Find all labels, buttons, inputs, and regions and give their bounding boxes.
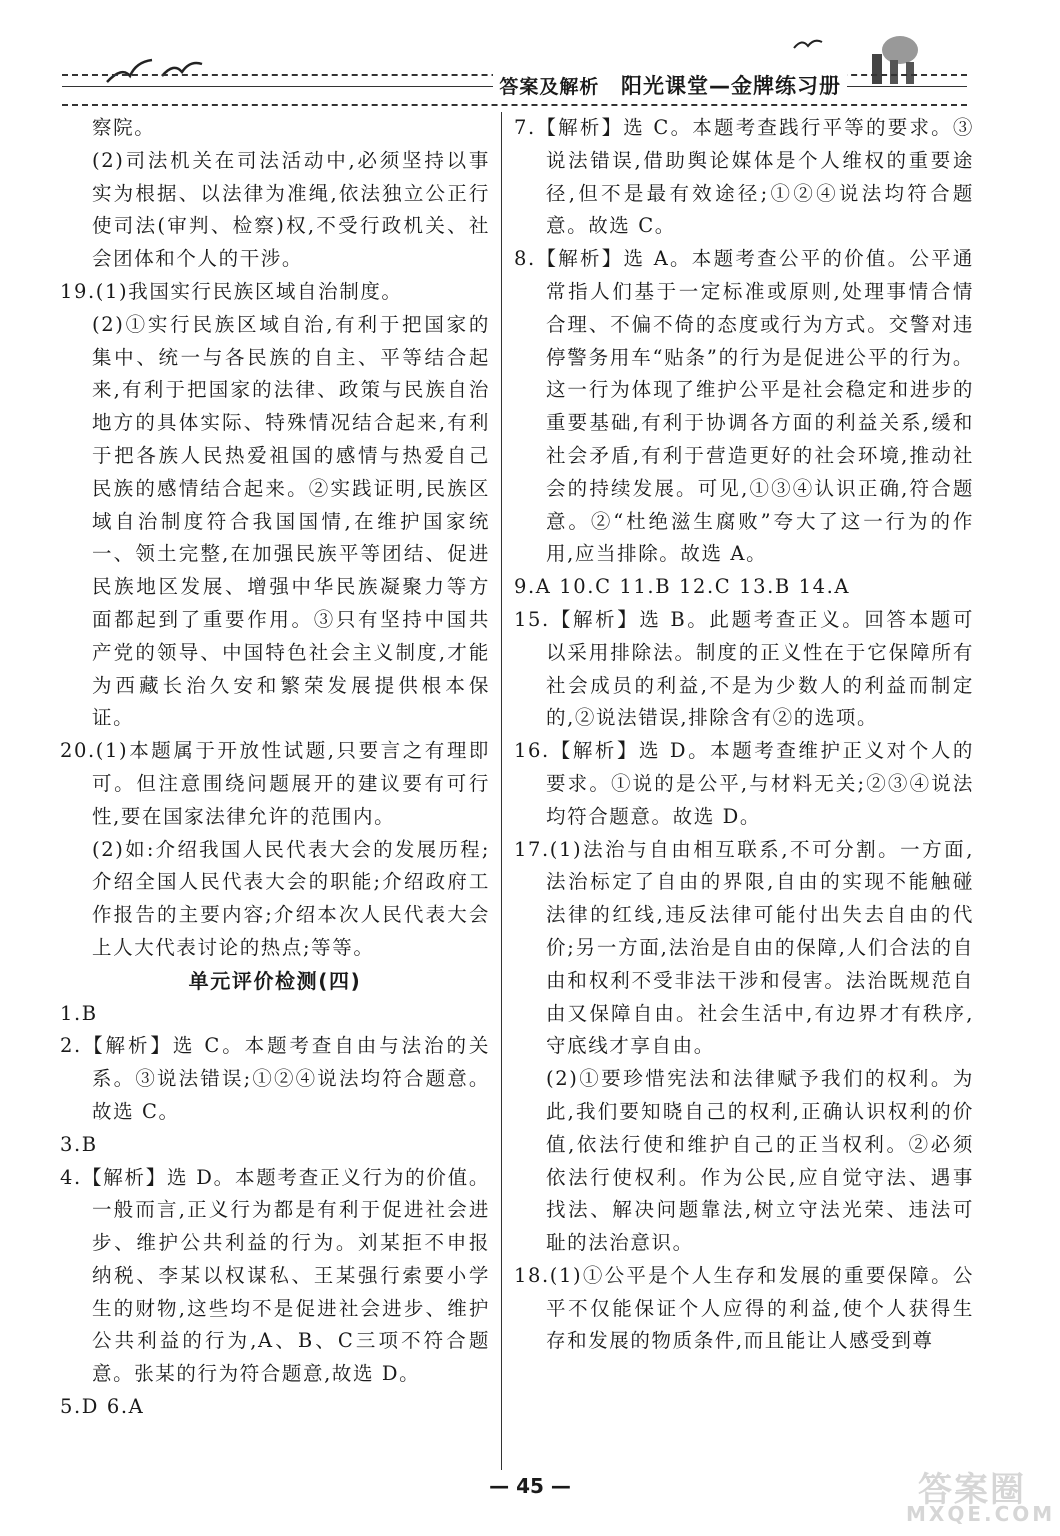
answer-paragraph: 17.(1)法治与自由相互联系,不可分割。一方面,法治标定了自由的界限,自由的实现不能触碰法律的红线,违反法律可能付出失去自由的代价;另一方面,法治是自由的保障,人们合法的自由和权利不受非法干涉和侵害。法治既规范自由又保障自由。社会生活中,有边界才有秩序,守底线才享自由。 xyxy=(514,837,974,1058)
answer-paragraph: 20.(1)本题属于开放性试题,只要言之有理即可。但注意围绕问题展开的建议要有可行性,要在国家法律允许的范围内。 xyxy=(60,739,490,828)
answer-paragraph: 9.A 10.C 11.B 12.C 13.B 14.A xyxy=(514,575,851,599)
header-title xyxy=(493,70,847,100)
answer-paragraph: 7.【解析】选 C。本题考查践行平等的要求。③说法错误,借助舆论媒体是个人维权的重要途径,但不是最有效途径;①②④说法均符合题意。故选 C。 xyxy=(514,116,974,238)
section-title: 单元评价检测(四) xyxy=(188,968,362,993)
answer-paragraph: 15.【解析】选 B。此题考查正义。回答本题可以采用排除法。制度的正义性在于它保障所有社会成员的利益,不是为少数人的利益而制定的,②说法错误,排除含有②的选项。 xyxy=(514,607,974,730)
header-subtitle: 答案及解析 xyxy=(499,76,600,98)
answer-paragraph: (2)①要珍惜宪法和法律赋予我们的权利。为此,我们要知晓自己的权利,正确认识权利的价值,依法行使和维护自己的正当权利。②必须依法行使权利。作为公民,应自觉守法、遇事找法、解决问题靠法,树立守法光荣、违法可耻的法治意识。 xyxy=(546,1067,974,1255)
right-column xyxy=(514,112,974,1358)
page-header xyxy=(62,56,967,104)
answer-paragraph: (2)如:介绍我国人民代表大会的发展历程;介绍全国人民代表大会的职能;介绍政府工作报告的主要内容;介绍本次人民代表大会上人大代表讨论的热点;等等。 xyxy=(92,837,490,959)
answer-paragraph: (2)①实行民族区域自治,有利于把国家的集中、统一与各民族的自主、平等结合起来,有利于把国家的法律、政策与民族自治地方的具体实际、特殊情况结合起来,有利于把各族人民热爱祖国的感情与热爱自己民族的感情结合起来。②实践证明,民族区域自治制度符合我国国情,在维护国家统一、领土完整,在加强民族平等团结、促进民族地区发展、增强中华民族凝聚力等方面都起到了重要作用。③只有坚持中国共产党的领导、中国特色社会主义制度,才能为西藏长治久安和繁荣发展提供根本保证。 xyxy=(92,312,490,730)
answer-paragraph: 19.(1)我国实行民族区域自治制度。 xyxy=(60,279,403,303)
seagull-icon xyxy=(792,34,852,56)
watermark-bottom-text: MXQE.COM xyxy=(906,1502,1056,1526)
header-brand: 阳光课堂—金牌练习册 xyxy=(621,74,841,98)
answer-paragraph: 4.【解析】选 D。本题考查正义行为的价值。一般而言,正义行为都是有利于促进社会进步、维护公共利益的行为。刘某拒不申报纳税、李某以权谋私、王某强行索要小学生的财物,这些均不是促进社会进步、维护公共利益的行为,A、B、C三项不符合题意。张某的行为符合题意,故选 D。 xyxy=(60,1165,490,1386)
answer-paragraph: 3.B xyxy=(60,1132,98,1156)
watermark-top-text: 答案圈 xyxy=(918,1470,1026,1510)
answer-paragraph: 16.【解析】选 D。本题考查维护正义对个人的要求。①说的是公平,与材料无关;②③④说法均符合题意。故选 D。 xyxy=(514,739,974,828)
answer-paragraph: (2)司法机关在司法活动中,必须坚持以事实为根据、以法律为准绳,依法独立公正行使司法(审判、检察)权,不受行政机关、社会团体和个人的干涉。 xyxy=(92,148,490,271)
watermark-logo xyxy=(900,1458,1056,1528)
answer-paragraph: 5.D 6.A xyxy=(60,1395,145,1419)
answer-paragraph: 2.【解析】选 C。本题考查自由与法治的关系。③说法错误;①②④说法均符合题意。故选 C。 xyxy=(60,1034,490,1123)
answer-paragraph: 18.(1)①公平是个人生存和发展的重要保障。公平不仅能保证个人应得的利益,使个人获得生存和发展的物质条件,而且能让人感受到尊 xyxy=(514,1263,974,1353)
column-divider xyxy=(501,112,502,1470)
left-column xyxy=(60,112,490,1424)
answer-paragraph: 察院。 xyxy=(92,116,156,139)
answer-paragraph: 1.B xyxy=(60,1001,98,1025)
answer-paragraph: 8.【解析】选 A。本题考查公平的价值。公平通常指人们基于一定标准或原则,处理事情合情合理、不偏不倚的态度或行为方式。交警对违停警务用车“贴条”的行为是促进公平的行为。这一行为体现了维护公平是社会稳定和进步的重要基础,有利于协调各方面的利益关系,缓和社会矛盾,有利于营造更好的社会环境,推动社会的持续发展。可见,①③④认识正确,符合题意。②“杜绝滋生腐败”夸大了这一行为的作用,应当排除。故选 A。 xyxy=(514,247,974,566)
page-number: — 45 — xyxy=(489,1474,571,1498)
